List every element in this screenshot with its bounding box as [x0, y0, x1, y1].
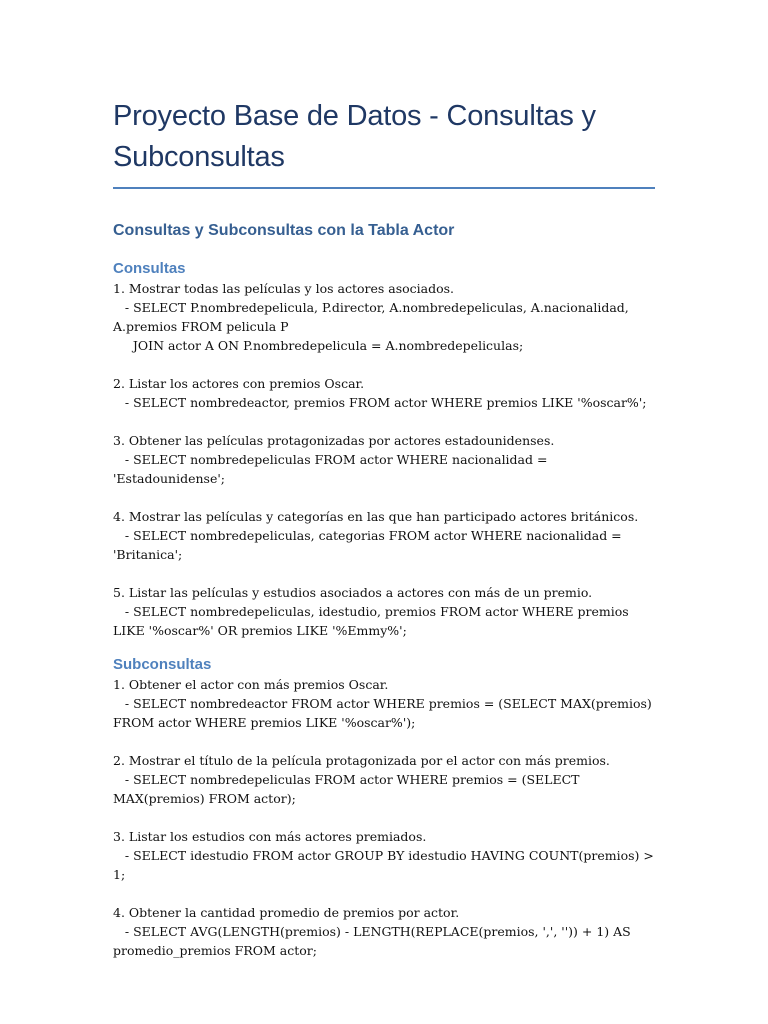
subconsulta-text: 1. Obtener el actor con más premios Oscar.: [113, 677, 389, 692]
subconsulta-item-4: [113, 903, 658, 960]
document-page: [113, 96, 658, 960]
consulta-item-3: [113, 431, 658, 488]
consulta-item-2: [113, 374, 658, 412]
subconsultas-heading: Subconsultas: [113, 656, 212, 673]
consulta-text: 4. Mostrar las películas y categorías en las que han participado actores británicos.: [113, 509, 639, 524]
subconsulta-query: - SELECT nombredeactor FROM actor WHERE premios = (SELECT MAX(premios) FROM actor WHERE premios LIKE '%oscar%');: [113, 696, 656, 730]
consulta-text: 5. Listar las películas y estudios asociados a actores con más de un premio.: [113, 585, 593, 600]
consulta-text: 1. Mostrar todas las películas y los actores asociados.: [113, 281, 455, 296]
subconsulta-query: - SELECT AVG(LENGTH(premios) - LENGTH(REPLACE(premios, ',', '')) + 1) AS promedio_premios FROM actor;: [113, 924, 635, 958]
subconsulta-text: 4. Obtener la cantidad promedio de premios por actor.: [113, 905, 460, 920]
subconsulta-item-1: [113, 675, 658, 732]
consulta-query: - SELECT nombredepeliculas FROM actor WHERE nacionalidad = 'Estadounidense';: [113, 452, 552, 486]
subconsulta-query: - SELECT idestudio FROM actor GROUP BY idestudio HAVING COUNT(premios) > 1;: [113, 848, 658, 882]
consulta-query: - SELECT P.nombredepelicula, P.director, A.nombredepeliculas, A.nacionalidad, A.premios FROM pelicula P JOIN actor A ON P.nombredepelicula = A.nombredepeliculas;: [113, 300, 629, 353]
subconsulta-text: 3. Listar los estudios con más actores premiados.: [113, 829, 427, 844]
subconsulta-query: - SELECT nombredepeliculas FROM actor WHERE premios = (SELECT MAX(premios) FROM actor);: [113, 772, 584, 806]
subconsultas-list: [113, 675, 658, 960]
consulta-item-1: [113, 279, 658, 355]
consulta-item-5: [113, 583, 658, 640]
subconsulta-item-2: [113, 751, 658, 808]
consulta-query: - SELECT nombredepeliculas, idestudio, premios FROM actor WHERE premios LIKE '%oscar%' OR premios LIKE '%Emmy%';: [113, 604, 633, 638]
subconsulta-text: 2. Mostrar el título de la película protagonizada por el actor con más premios.: [113, 753, 610, 768]
consulta-text: 2. Listar los actores con premios Oscar.: [113, 376, 365, 391]
consulta-item-4: [113, 507, 658, 564]
title-underline: [113, 187, 655, 189]
consulta-text: 3. Obtener las películas protagonizadas por actores estadounidenses.: [113, 433, 555, 448]
consultas-heading: Consultas: [113, 260, 186, 277]
consultas-list: [113, 279, 658, 640]
subconsulta-item-3: [113, 827, 658, 884]
consulta-query: - SELECT nombredepeliculas, categorias FROM actor WHERE nacionalidad = 'Britanica';: [113, 528, 626, 562]
section-heading: Consultas y Subconsultas con la Tabla Actor: [113, 222, 455, 239]
consulta-query: - SELECT nombredeactor, premios FROM actor WHERE premios LIKE '%oscar%';: [113, 395, 647, 410]
document-title: Proyecto Base de Datos - Consultas y Subconsultas: [113, 100, 596, 173]
